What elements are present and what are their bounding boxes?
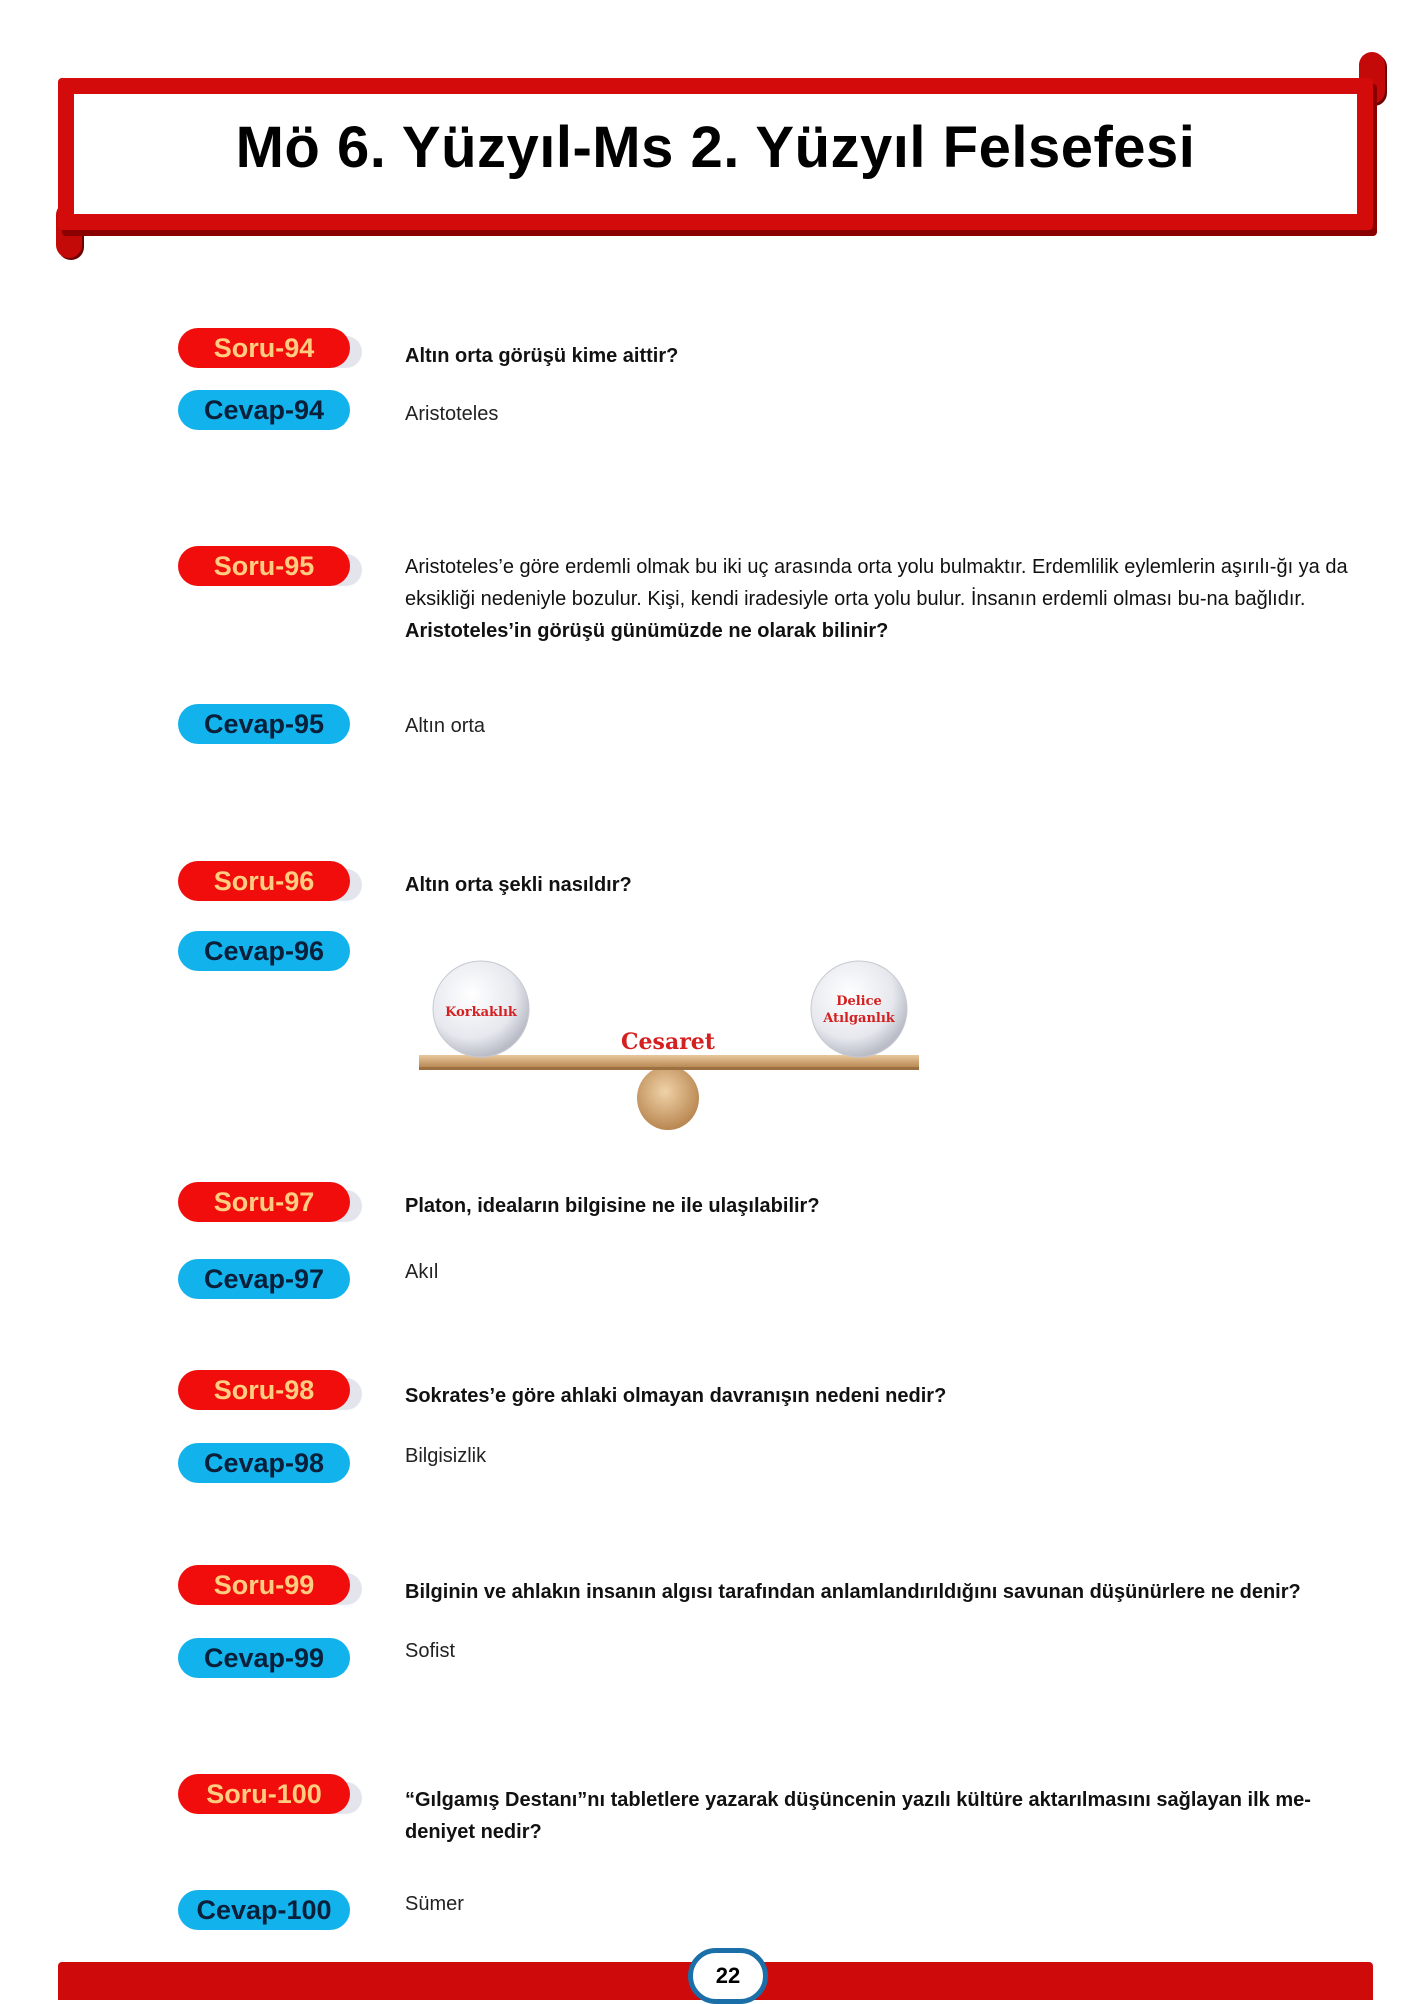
question-text (405, 1380, 1365, 1412)
answer-label: Cevap-95 (178, 704, 350, 744)
question-text (405, 1784, 1365, 1848)
question-intro: Aristoteles’e göre erdemli olmak bu iki uç arasında orta yolu bulmaktır. Erdemlilik eylemlerin aşırılı-ğı ya da eksikliği nedeniyle bozulur. Kişi, kendi iradesiyle orta yolu bulur. İnsanın erdemli olması bu-na bağlıdır. (405, 556, 1348, 610)
left-sphere-label: Korkaklık (445, 1005, 517, 1020)
question-text (405, 869, 1365, 901)
question-bold: Altın orta şekli nasıldır? (405, 874, 632, 896)
question-label: Soru-95 (178, 546, 350, 586)
question-text (405, 551, 1365, 647)
question-label: Soru-100 (178, 1774, 350, 1814)
question-label: Soru-97 (178, 1182, 350, 1222)
golden-mean-balance-illustration (415, 955, 925, 1140)
question-label: Soru-96 (178, 861, 350, 901)
question-label: Soru-98 (178, 1370, 350, 1410)
answer-label: Cevap-94 (178, 390, 350, 430)
question-label: Soru-99 (178, 1565, 350, 1605)
answer-text: Sümer (405, 1893, 464, 1915)
balance-board-edge (419, 1067, 919, 1070)
answer-label: Cevap-100 (178, 1890, 350, 1930)
fulcrum (637, 1066, 699, 1130)
right-sphere (811, 961, 907, 1057)
question-text (405, 340, 1365, 372)
right-sphere-label-line2: Atılganlık (823, 1011, 895, 1026)
title-banner (58, 78, 1373, 230)
answer-label: Cevap-96 (178, 931, 350, 971)
answer-label: Cevap-98 (178, 1443, 350, 1483)
answer-text: Akıl (405, 1261, 439, 1283)
answer-label: Cevap-97 (178, 1259, 350, 1299)
balance-board (419, 1055, 919, 1067)
center-label: Cesaret (621, 1029, 715, 1055)
answer-label: Cevap-99 (178, 1638, 350, 1678)
page-title: Mö 6. Yüzyıl-Ms 2. Yüzyıl Felsefesi (235, 115, 1196, 180)
question-bold: Altın orta görüşü kime aittir? (405, 345, 679, 367)
answer-text: Altın orta (405, 715, 486, 737)
question-text (405, 1576, 1365, 1608)
answer-text: Aristoteles (405, 403, 499, 425)
answer-text: Sofist (405, 1640, 456, 1662)
question-text (405, 1190, 1365, 1222)
right-sphere-label-line1: Delice (836, 994, 882, 1009)
question-label: Soru-94 (178, 328, 350, 368)
page-number-badge (688, 1948, 768, 2004)
question-bold: Platon, ideaların bilgisine ne ile ulaşılabilir? (405, 1195, 820, 1217)
page-number: 22 (715, 1963, 741, 1988)
question-bold: Aristoteles’in görüşü günümüzde ne olarak bilinir? (405, 620, 889, 642)
question-bold: Bilginin ve ahlakın insanın algısı tarafından anlamlandırıldığını savunan düşünürlere ne denir? (405, 1581, 1301, 1603)
question-bold: Sokrates’e göre ahlaki olmayan davranışın nedeni nedir? (405, 1385, 947, 1407)
question-bold: “Gılgamış Destanı”nı tabletlere yazarak düşüncenin yazılı kültüre aktarılmasını sağlayan ilk me-deniyet nedir? (405, 1789, 1311, 1843)
answer-text: Bilgisizlik (405, 1445, 487, 1467)
